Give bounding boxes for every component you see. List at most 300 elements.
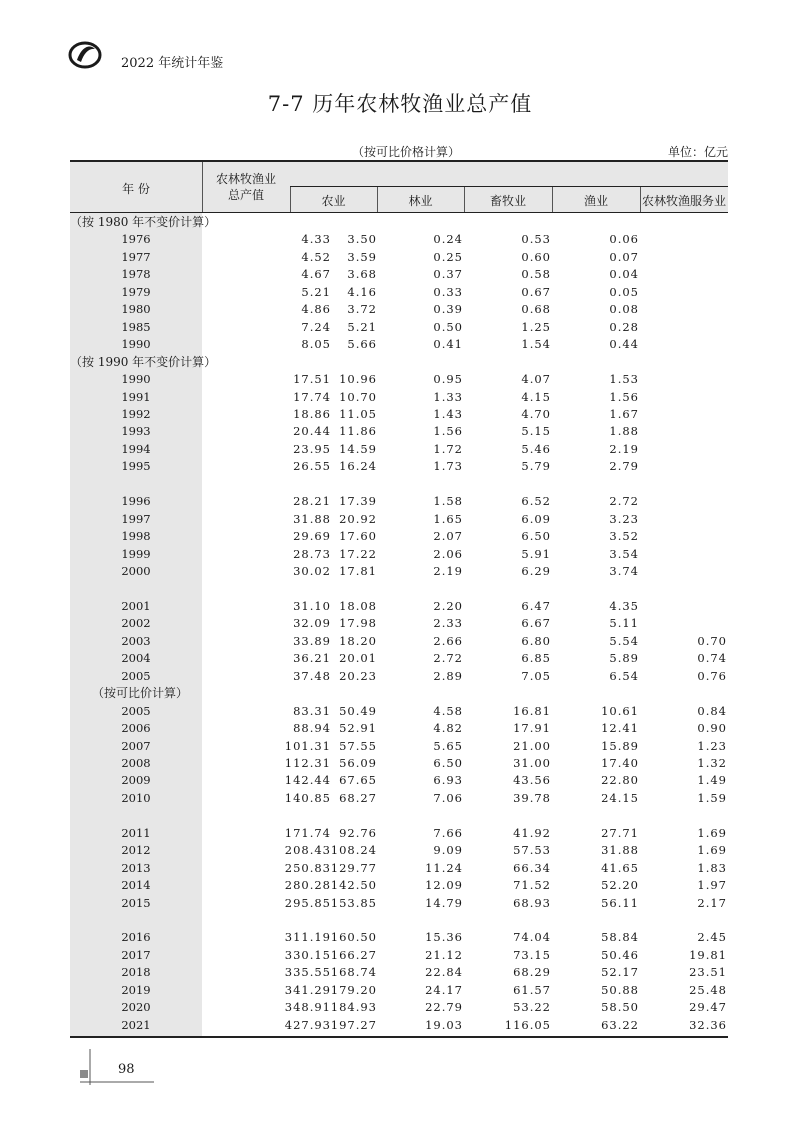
year-cell: 1976	[121, 232, 151, 247]
animal-cell: 5.15	[521, 424, 551, 439]
animal-cell: 41.92	[513, 825, 551, 840]
agri-cell: 20.01	[339, 651, 377, 666]
fish-cell: 56.11	[601, 895, 639, 910]
forest-cell: 4.82	[433, 721, 463, 736]
animal-cell: 0.60	[521, 249, 551, 264]
total-cell: 4.52	[301, 249, 331, 264]
year-cell: 2007	[121, 738, 151, 753]
top-rule	[70, 160, 728, 162]
total-cell: 140.85	[284, 790, 331, 805]
total-cell: 8.05	[301, 337, 331, 352]
basis-note: （按可比价格计算）	[352, 145, 461, 159]
year-cell: 1980	[121, 302, 151, 317]
forest-cell: 1.43	[433, 406, 463, 421]
service-cell: 0.74	[697, 651, 727, 666]
animal-cell: 53.22	[513, 1000, 551, 1015]
forest-cell: 21.12	[425, 947, 463, 962]
animal-cell: 0.58	[521, 267, 551, 282]
animal-cell: 4.15	[521, 389, 551, 404]
agri-cell: 68.27	[339, 790, 377, 805]
forest-cell: 9.09	[433, 843, 463, 858]
forest-cell: 0.37	[433, 267, 463, 282]
fish-cell: 2.79	[609, 459, 639, 474]
service-cell: 1.23	[697, 738, 727, 753]
year-cell: 1991	[121, 389, 151, 404]
year-cell: 2014	[121, 878, 151, 893]
year-cell: 2017	[121, 947, 151, 962]
total-cell: 31.88	[293, 511, 331, 526]
year-cell: 1998	[121, 529, 151, 544]
year-cell: 2015	[121, 895, 151, 910]
animal-cell: 6.67	[521, 616, 551, 631]
year-cell: 2012	[121, 843, 151, 858]
animal-cell: 43.56	[513, 773, 551, 788]
forest-cell: 6.50	[433, 755, 463, 770]
year-cell: 1995	[121, 459, 151, 474]
fish-cell: 58.50	[601, 1000, 639, 1015]
col-header-forestry: 林业	[408, 194, 433, 208]
forest-cell: 7.06	[433, 790, 463, 805]
total-cell: 335.55	[284, 965, 331, 980]
forest-cell: 2.33	[433, 616, 463, 631]
animal-cell: 7.05	[521, 668, 551, 683]
animal-cell: 6.52	[521, 494, 551, 509]
total-cell: 29.69	[293, 529, 331, 544]
table-row	[70, 825, 728, 842]
service-cell: 0.70	[697, 633, 727, 648]
agri-cell: 166.27	[330, 947, 377, 962]
year-cell: 1979	[121, 284, 151, 299]
table-row	[70, 738, 728, 755]
year-cell: 1999	[121, 546, 151, 561]
agri-cell: 129.77	[330, 860, 377, 875]
service-cell: 2.45	[697, 930, 727, 945]
animal-cell: 0.68	[521, 302, 551, 317]
bottom-rule	[70, 1036, 728, 1038]
agri-cell: 5.66	[347, 337, 377, 352]
animal-cell: 0.53	[521, 232, 551, 247]
agri-cell: 17.60	[339, 529, 377, 544]
agri-cell: 14.59	[339, 441, 377, 456]
animal-cell: 4.07	[521, 372, 551, 387]
forest-cell: 0.25	[433, 249, 463, 264]
animal-cell: 68.29	[513, 965, 551, 980]
forest-cell: 14.79	[425, 895, 463, 910]
fish-cell: 0.44	[609, 337, 639, 352]
fish-cell: 3.23	[609, 511, 639, 526]
service-cell: 23.51	[689, 965, 727, 980]
year-cell: 2002	[121, 616, 151, 631]
table-row	[70, 563, 728, 580]
table-row	[70, 336, 728, 353]
year-cell: 2013	[121, 860, 151, 875]
col-header-agriculture: 农业	[321, 194, 346, 208]
table-row	[70, 231, 728, 248]
total-cell: 7.24	[301, 319, 331, 334]
table-row	[70, 842, 728, 859]
table-row	[70, 528, 728, 545]
agri-cell: 16.24	[339, 459, 377, 474]
total-cell: 311.19	[284, 930, 331, 945]
page-corner-mark-icon	[80, 1049, 154, 1085]
section-label: （按 1990 年不变价计算）	[70, 354, 217, 369]
service-cell: 1.69	[697, 843, 727, 858]
agri-cell: 67.65	[339, 773, 377, 788]
table-row	[70, 964, 728, 981]
animal-cell: 6.80	[521, 633, 551, 648]
fish-cell: 0.04	[609, 267, 639, 282]
total-cell: 208.43	[284, 843, 331, 858]
agri-cell: 20.92	[339, 511, 377, 526]
agri-cell: 17.39	[339, 494, 377, 509]
agri-cell: 18.20	[339, 633, 377, 648]
total-cell: 4.67	[301, 267, 331, 282]
table-row	[70, 249, 728, 266]
year-cell: 2005	[121, 703, 151, 718]
forest-cell: 12.09	[425, 878, 463, 893]
service-cell: 0.84	[697, 703, 727, 718]
year-cell: 2006	[121, 721, 151, 736]
fish-cell: 31.88	[601, 843, 639, 858]
fish-cell: 4.35	[609, 598, 639, 613]
col-header-year: 年 份	[122, 182, 150, 196]
year-cell: 2005	[121, 668, 151, 683]
fish-cell: 52.20	[601, 878, 639, 893]
table-row	[70, 650, 728, 667]
total-cell: 31.10	[293, 598, 331, 613]
table-row	[70, 546, 728, 563]
table-row	[70, 633, 728, 650]
col-header-animal: 畜牧业	[489, 194, 526, 208]
animal-cell: 66.34	[513, 860, 551, 875]
table-row	[70, 668, 728, 685]
total-cell: 17.74	[293, 389, 331, 404]
table-row	[70, 458, 728, 475]
agri-cell: 56.09	[339, 755, 377, 770]
service-cell: 1.49	[697, 773, 727, 788]
service-cell: 29.47	[689, 1000, 727, 1015]
forest-cell: 19.03	[425, 1017, 463, 1032]
total-cell: 17.51	[293, 372, 331, 387]
agri-cell: 52.91	[339, 721, 377, 736]
table-row	[70, 389, 728, 406]
forest-cell: 1.58	[433, 494, 463, 509]
forest-cell: 2.07	[433, 529, 463, 544]
year-cell: 1990	[121, 337, 151, 352]
year-cell: 1994	[121, 441, 151, 456]
animal-cell: 5.46	[521, 441, 551, 456]
yearbook-logo-icon	[68, 40, 102, 70]
agri-cell: 5.21	[347, 319, 377, 334]
fish-cell: 41.65	[601, 860, 639, 875]
sub-header-rule	[290, 186, 728, 187]
fish-cell: 6.54	[609, 668, 639, 683]
year-cell: 1992	[121, 406, 151, 421]
service-cell: 1.69	[697, 825, 727, 840]
fish-cell: 2.72	[609, 494, 639, 509]
agri-cell: 184.93	[330, 1000, 377, 1015]
service-cell: 1.83	[697, 860, 727, 875]
animal-cell: 31.00	[513, 755, 551, 770]
total-cell: 101.31	[284, 738, 331, 753]
agri-cell: 108.24	[330, 843, 377, 858]
table-row	[70, 947, 728, 964]
service-cell: 32.36	[689, 1017, 727, 1032]
forest-cell: 1.72	[433, 441, 463, 456]
total-cell: 5.21	[301, 284, 331, 299]
page-number: 98	[118, 1062, 135, 1077]
animal-cell: 39.78	[513, 790, 551, 805]
agri-cell: 17.22	[339, 546, 377, 561]
animal-cell: 73.15	[513, 947, 551, 962]
year-cell: 2019	[121, 982, 151, 997]
service-cell: 0.90	[697, 721, 727, 736]
year-cell: 1993	[121, 424, 151, 439]
agri-cell: 57.55	[339, 738, 377, 753]
total-cell: 28.21	[293, 494, 331, 509]
service-cell: 19.81	[689, 947, 727, 962]
total-cell: 112.31	[284, 755, 331, 770]
agri-cell: 142.50	[330, 878, 377, 893]
fish-cell: 2.19	[609, 441, 639, 456]
service-cell: 1.97	[697, 878, 727, 893]
fish-cell: 5.89	[609, 651, 639, 666]
forest-cell: 15.36	[425, 930, 463, 945]
total-cell: 250.83	[284, 860, 331, 875]
col-header-total-line2: 总产值	[227, 188, 264, 202]
forest-cell: 1.56	[433, 424, 463, 439]
year-cell: 2016	[121, 930, 151, 945]
forest-cell: 1.73	[433, 459, 463, 474]
forest-cell: 2.20	[433, 598, 463, 613]
forest-cell: 0.33	[433, 284, 463, 299]
fish-cell: 0.08	[609, 302, 639, 317]
agri-cell: 20.23	[339, 668, 377, 683]
table-row	[70, 790, 728, 807]
total-cell: 295.85	[284, 895, 331, 910]
fish-cell: 50.46	[601, 947, 639, 962]
table-row	[70, 598, 728, 615]
fish-cell: 0.28	[609, 319, 639, 334]
forest-cell: 22.84	[425, 965, 463, 980]
fish-cell: 1.56	[609, 389, 639, 404]
forest-cell: 1.33	[433, 389, 463, 404]
fish-cell: 5.11	[609, 616, 639, 631]
table-title: 7-7 历年农林牧渔业总产值	[267, 92, 533, 116]
total-cell: 341.29	[284, 982, 331, 997]
fish-cell: 1.67	[609, 406, 639, 421]
year-cell: 2003	[121, 633, 151, 648]
forest-cell: 4.58	[433, 703, 463, 718]
table-row	[70, 982, 728, 999]
fish-cell: 0.07	[609, 249, 639, 264]
fish-cell: 1.88	[609, 424, 639, 439]
year-cell: 1977	[121, 249, 151, 264]
table-row	[70, 266, 728, 283]
table-row	[70, 929, 728, 946]
fish-cell: 5.54	[609, 633, 639, 648]
table-row	[70, 720, 728, 737]
total-cell: 36.21	[293, 651, 331, 666]
forest-cell: 2.66	[433, 633, 463, 648]
col-header-services: 农林牧渔服务业	[641, 194, 726, 208]
total-cell: 142.44	[284, 773, 331, 788]
fish-cell: 3.52	[609, 529, 639, 544]
forest-cell: 1.65	[433, 511, 463, 526]
total-cell: 171.74	[284, 825, 331, 840]
forest-cell: 2.19	[433, 564, 463, 578]
agri-cell: 50.49	[339, 703, 377, 718]
total-cell: 28.73	[293, 546, 331, 561]
total-cell: 280.28	[284, 878, 331, 893]
fish-cell: 27.71	[601, 825, 639, 840]
animal-cell: 57.53	[513, 843, 551, 858]
animal-cell: 6.09	[521, 511, 551, 526]
forest-cell: 7.66	[433, 825, 463, 840]
table-row	[70, 895, 728, 912]
fish-cell: 1.53	[609, 372, 639, 387]
total-cell: 83.31	[293, 703, 331, 718]
table-row	[70, 441, 728, 458]
fish-cell: 0.05	[609, 284, 639, 299]
table-row	[70, 615, 728, 632]
year-cell: 1978	[121, 267, 151, 282]
agri-cell: 10.96	[339, 372, 377, 387]
total-cell: 23.95	[293, 441, 331, 456]
forest-cell: 2.06	[433, 546, 463, 561]
year-cell: 2010	[121, 790, 151, 805]
fish-cell: 12.41	[601, 721, 639, 736]
animal-cell: 71.52	[513, 878, 551, 893]
agri-cell: 18.08	[339, 598, 377, 613]
agri-cell: 10.70	[339, 389, 377, 404]
agri-cell: 17.81	[339, 564, 377, 578]
table-row	[70, 406, 728, 423]
table-row	[70, 755, 728, 772]
forest-cell: 0.95	[433, 372, 463, 387]
table-row	[70, 999, 728, 1016]
agri-cell: 92.76	[339, 825, 377, 840]
total-cell: 88.94	[293, 721, 331, 736]
fish-cell: 63.22	[601, 1017, 639, 1032]
table-row	[70, 319, 728, 336]
forest-cell: 0.24	[433, 232, 463, 247]
fish-cell: 22.80	[601, 773, 639, 788]
table-row	[70, 772, 728, 789]
agri-cell: 3.59	[347, 249, 377, 264]
total-cell: 26.55	[293, 459, 331, 474]
service-cell: 0.76	[697, 668, 727, 683]
unit-label: 单位：亿元	[667, 145, 728, 159]
animal-cell: 6.29	[521, 564, 551, 578]
fish-cell: 10.61	[601, 703, 639, 718]
agri-cell: 3.72	[347, 302, 377, 317]
animal-cell: 116.05	[504, 1017, 551, 1032]
agri-cell: 3.50	[347, 232, 377, 247]
year-cell: 2009	[121, 773, 151, 788]
total-cell: 4.33	[301, 232, 331, 247]
forest-cell: 22.79	[425, 1000, 463, 1015]
agri-cell: 11.05	[339, 406, 377, 421]
animal-cell: 6.50	[521, 529, 551, 544]
fish-cell: 0.06	[609, 232, 639, 247]
fish-cell: 3.74	[609, 564, 639, 578]
fish-cell: 3.54	[609, 546, 639, 561]
agri-cell: 3.68	[347, 267, 377, 282]
agri-cell: 17.98	[339, 616, 377, 631]
forest-cell: 5.65	[433, 738, 463, 753]
total-cell: 4.86	[301, 302, 331, 317]
total-cell: 20.44	[293, 424, 331, 439]
animal-cell: 16.81	[513, 703, 551, 718]
agri-cell: 11.86	[339, 424, 377, 439]
agri-cell: 160.50	[330, 930, 377, 945]
forest-cell: 0.50	[433, 319, 463, 334]
section-label: （按 1980 年不变价计算）	[70, 215, 217, 229]
total-cell: 18.86	[293, 406, 331, 421]
total-cell: 32.09	[293, 616, 331, 631]
total-cell: 348.91	[284, 1000, 331, 1015]
animal-cell: 5.91	[521, 546, 551, 561]
year-cell: 2004	[121, 651, 151, 666]
col-header-total-line1: 农林牧渔业	[215, 172, 276, 186]
agri-cell: 168.74	[330, 965, 377, 980]
year-cell: 2000	[121, 564, 151, 578]
fish-cell: 15.89	[601, 738, 639, 753]
animal-cell: 0.67	[521, 284, 551, 299]
service-cell: 2.17	[697, 895, 727, 910]
year-cell: 2021	[121, 1017, 151, 1032]
table-row	[70, 511, 728, 528]
agri-cell: 4.16	[347, 284, 377, 299]
animal-cell: 6.85	[521, 651, 551, 666]
total-cell: 330.15	[284, 947, 331, 962]
table-row	[70, 493, 728, 510]
year-cell: 2001	[121, 598, 151, 613]
table-row	[70, 860, 728, 877]
agri-cell: 179.20	[330, 982, 377, 997]
animal-cell: 68.93	[513, 895, 551, 910]
forest-cell: 0.41	[433, 337, 463, 352]
fish-cell: 58.84	[601, 930, 639, 945]
table-row	[70, 284, 728, 301]
animal-cell: 5.79	[521, 459, 551, 474]
animal-cell: 17.91	[513, 721, 551, 736]
fish-cell: 17.40	[601, 755, 639, 770]
table-row	[70, 371, 728, 388]
animal-cell: 1.25	[521, 319, 551, 334]
year-cell: 1985	[121, 319, 151, 334]
table-row	[70, 1017, 728, 1034]
forest-cell: 2.89	[433, 668, 463, 683]
col-header-fishery: 渔业	[583, 194, 608, 208]
forest-cell: 11.24	[425, 860, 463, 875]
table-row	[70, 423, 728, 440]
forest-cell: 0.39	[433, 302, 463, 317]
forest-cell: 24.17	[425, 982, 463, 997]
year-cell: 2008	[121, 755, 151, 770]
total-cell: 37.48	[293, 668, 331, 683]
agri-cell: 197.27	[330, 1017, 377, 1032]
year-cell: 2020	[121, 1000, 151, 1015]
year-cell: 2018	[121, 965, 151, 980]
section-label: （按可比价计算）	[92, 686, 189, 701]
header-bottom-rule	[70, 212, 728, 213]
forest-cell: 6.93	[433, 773, 463, 788]
service-cell: 1.32	[697, 755, 727, 770]
total-cell: 33.89	[293, 633, 331, 648]
total-cell: 30.02	[293, 564, 331, 578]
